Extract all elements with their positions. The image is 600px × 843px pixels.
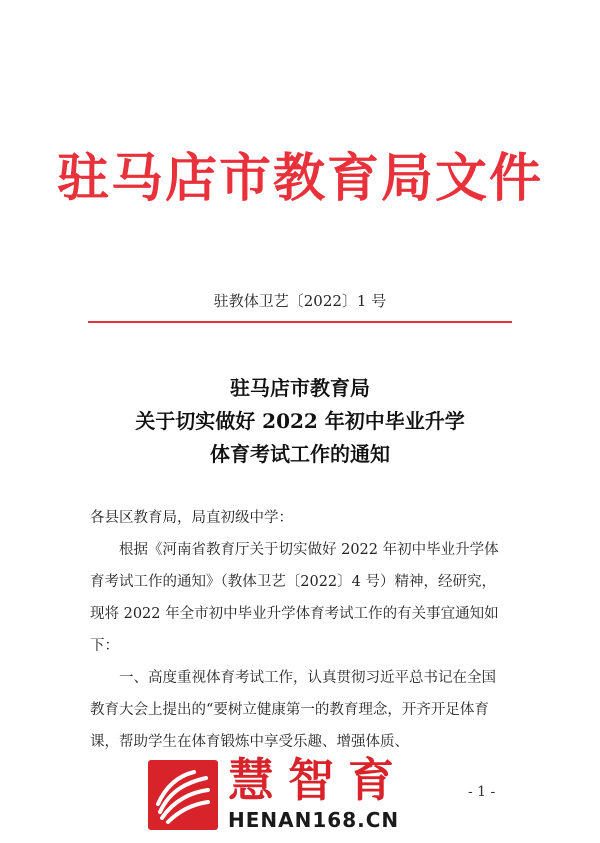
title-line-1: 驻马店市教育局 [230,376,370,400]
red-separator-line [88,321,512,323]
watermark-url: HENAN168.CN [228,808,400,832]
notice-body [90,502,510,758]
swirl-logo-icon [148,760,218,830]
watermark-brand: 慧智育 [228,753,408,807]
masthead-title: 驻马店市教育局文件 [56,148,543,209]
title-line-3: 体育考试工作的通知 [210,442,390,466]
document-number: 驻教体卫艺〔2022〕1 号 [213,292,387,310]
paragraph-2: 一、高度重视体育考试工作，认真贯彻习近平总书记在全国教育大会上提出的“要树立健康第一的教育理念，开齐开足体育课，帮助学生在体育锻炼中享受乐趣、增强体质、 [90,670,496,750]
notice-title [0,372,600,471]
title-line-2: 关于切实做好 2022 年初中毕业升学 [135,409,465,433]
salutation: 各县区教育局，局直初级中学： [90,510,293,526]
watermark-banner [148,752,478,834]
paragraph-1: 根据《河南省教育厅关于切实做好 2022 年初中毕业升学体育考试工作的通知》（教体卫艺〔2022〕4 号）精神，经研究，现将 2022 年全市初中毕业升学体育考试工作的有关事宜通知如下： [90,542,499,654]
page-number: - 1 - [468,784,496,800]
